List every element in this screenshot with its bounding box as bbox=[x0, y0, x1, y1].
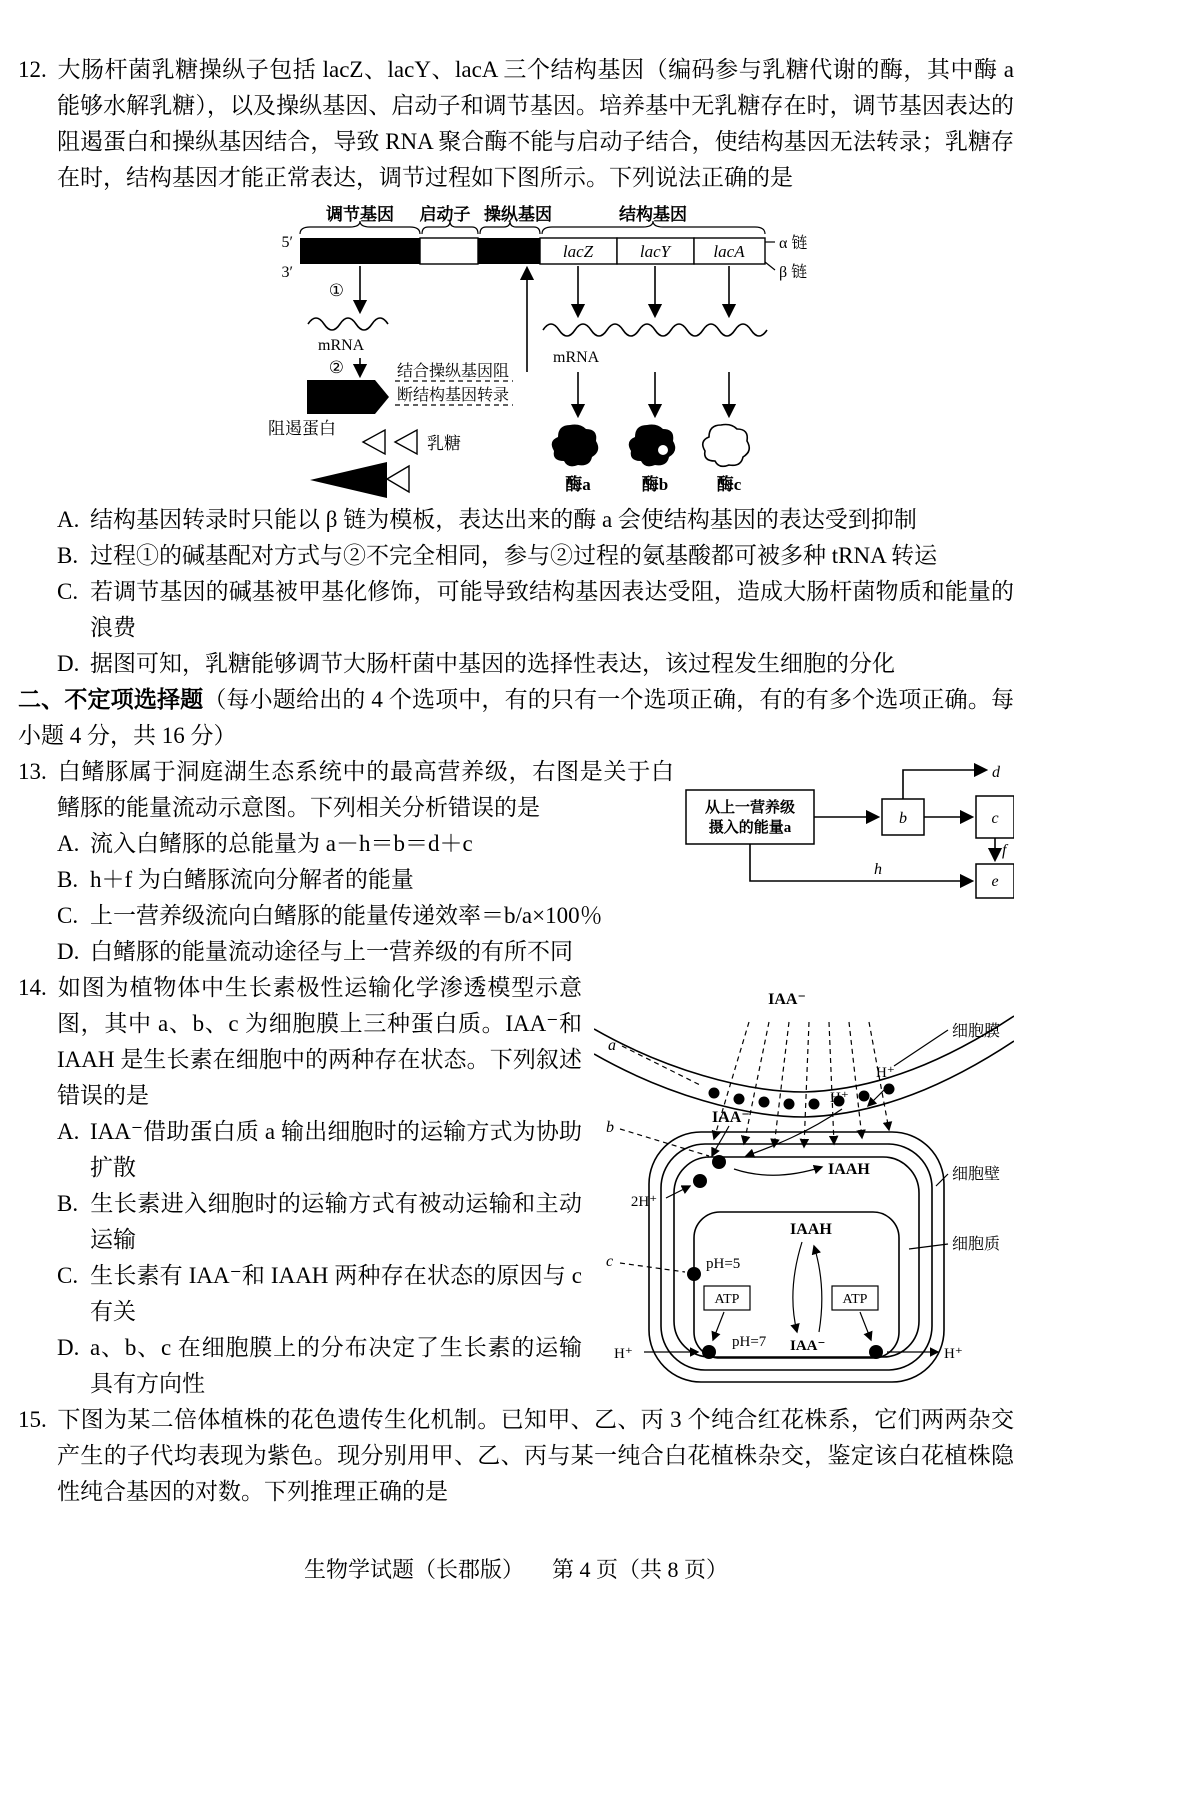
question-12-option-b bbox=[57, 538, 1014, 574]
option-text: 若调节基因的碱基被甲基化修饰，可能导致结构基因表达受阻，造成大肠杆菌物质和能量的浪费 bbox=[90, 579, 1014, 640]
iaah-2-label: IAAH bbox=[790, 1221, 832, 1238]
protein-b-dot bbox=[712, 1155, 726, 1169]
to-iaah-arrow bbox=[734, 1167, 822, 1175]
box-b-label: b bbox=[899, 810, 907, 827]
five-prime-label: 5′ bbox=[281, 234, 293, 251]
energy-flow-svg bbox=[684, 760, 1014, 925]
cytoplasm-leader bbox=[909, 1244, 948, 1249]
three-prime-label: 3′ bbox=[281, 264, 293, 281]
enzyme-b-label: 酶b bbox=[641, 475, 669, 494]
wall-leader bbox=[936, 1174, 948, 1186]
bottom-pump-right-dot bbox=[869, 1345, 883, 1359]
label-h: h bbox=[874, 861, 882, 878]
question-15-number: 15. bbox=[18, 1407, 47, 1432]
box-e-label: e bbox=[991, 873, 999, 890]
question-12 bbox=[18, 52, 1014, 682]
lacZ-label: lacZ bbox=[562, 242, 594, 261]
protein-b-leader bbox=[620, 1129, 709, 1156]
promoter-segment bbox=[420, 238, 478, 264]
auxin-transport-diagram bbox=[594, 974, 1014, 1384]
option-text: 结构基因转录时只能以 β 链为模板，表达出来的酶 a 会使结构基因的表达受到抑制 bbox=[90, 507, 917, 532]
h-plus-right-label: H⁺ bbox=[944, 1346, 963, 1362]
protein-c-leader bbox=[620, 1263, 685, 1272]
upper-cell-membrane bbox=[594, 1016, 1014, 1117]
question-13-number: 13. bbox=[18, 759, 47, 784]
structural-genes-label: 结构基因 bbox=[619, 205, 687, 224]
option-label: C. bbox=[57, 903, 79, 928]
cytoplasm-label: 细胞质 bbox=[952, 1236, 1001, 1253]
question-14-text: 如图为植物体中生长素极性运输化学渗透模型示意图，其中 a、b、c 为细胞膜上三种蛋白质。IAA⁻和 IAAH 是生长素在细胞中的两种存在状态。下列叙述错误的是 bbox=[57, 975, 582, 1108]
beta-chain-label: β 链 bbox=[779, 264, 808, 281]
operator-label: 操纵基因 bbox=[484, 205, 552, 224]
question-12-text: 大肠杆菌乳糖操纵子包括 lacZ、lacY、lacA 三个结构基因（编码参与乳糖代谢的酶，其中酶 a 能够水解乳糖），以及操纵基因、启动子和调节基因。培养基中无乳糖存在时，调节基因表达的阻遏蛋白和操纵基因结合，导致 RNA 聚合酶不能与启动子结合，使结构基因无法转录；乳糖存在时，结构基因才能正常表达，调节过程如下图所示。下列说法正确的是 bbox=[57, 57, 1014, 190]
auxin-transport-svg bbox=[594, 974, 1014, 1384]
enzyme-c-blob bbox=[703, 425, 750, 467]
intake-energy-line1: 从上一营养级 bbox=[704, 800, 796, 816]
iaa-bottom-label: IAA⁻ bbox=[790, 1338, 826, 1354]
repressor-lactose-complex bbox=[310, 462, 387, 498]
proton-pump-dot bbox=[693, 1174, 707, 1188]
iaah-1-label: IAAH bbox=[828, 1161, 870, 1178]
enzyme-b-notch bbox=[658, 445, 668, 455]
iaa-top-label: IAA⁻ bbox=[768, 991, 806, 1008]
section-2-note: （每小题给出的 4 个选项中，有的只有一个选项正确，有的有多个选项正确。每小题 4 分，共 16 分） bbox=[18, 687, 1015, 748]
bottom-pump-left-dot bbox=[702, 1345, 716, 1359]
question-13-text: 白鳍豚属于洞庭湖生态系统中的最高营养级，右图是关于白鳍豚的能量流动示意图。下列相关分析错误的是 bbox=[57, 759, 674, 820]
question-15-text: 下图为某二倍体植株的花色遗传生化机制。已知甲、乙、丙 3 个纯合红花株系，它们两两杂交产生的子代均表现为紫色。现分别用甲、乙、丙与某一纯合白花植株杂交，鉴定该白花植株隐性纯合基因的对数。下列推理正确的是 bbox=[57, 1407, 1014, 1504]
ph5-label: pH=5 bbox=[706, 1256, 741, 1272]
lactose-bound-triangle bbox=[387, 466, 409, 492]
lactose-triangle-2 bbox=[395, 430, 417, 454]
protein-a-label: a bbox=[608, 1037, 616, 1054]
mrna-left-label: mRNA bbox=[318, 337, 365, 354]
lactose-triangle-1 bbox=[363, 430, 385, 454]
question-13 bbox=[18, 754, 1014, 970]
question-12-stem bbox=[18, 52, 1014, 196]
enzyme-c-label: 酶c bbox=[716, 475, 742, 494]
enzyme-b-blob bbox=[629, 425, 676, 467]
mrna-right-label: mRNA bbox=[553, 349, 600, 366]
question-13-option-d bbox=[57, 934, 1014, 970]
option-label: C. bbox=[57, 579, 79, 604]
h-plus-upper-2: H⁺ bbox=[830, 1090, 849, 1106]
option-text: 过程①的碱基配对方式与②不完全相同，参与②过程的氨基酸都可被多种 tRNA 转运 bbox=[90, 543, 938, 568]
step-2-label: ② bbox=[328, 358, 344, 377]
protein-c-label: c bbox=[606, 1253, 614, 1270]
option-text: a、b、c 在细胞膜上的分布决定了生长素的运输具有方向性 bbox=[90, 1335, 582, 1396]
regulator-gene-label: 调节基因 bbox=[326, 205, 394, 224]
repressor-protein-shape bbox=[307, 380, 389, 414]
option-label: C. bbox=[57, 1263, 79, 1288]
option-label: D. bbox=[57, 651, 80, 676]
label-d: d bbox=[992, 764, 1000, 781]
intake-energy-line2: 摄入的能量a bbox=[708, 820, 792, 836]
atp-2-label: ATP bbox=[842, 1292, 868, 1307]
option-text: 生长素有 IAA⁻和 IAAH 两种存在状态的原因与 c 有关 bbox=[90, 1263, 582, 1324]
option-text: 生长素进入细胞时的运输方式有被动运输和主动运输 bbox=[90, 1191, 582, 1252]
enzyme-a-blob bbox=[552, 425, 599, 467]
option-label: D. bbox=[57, 1335, 80, 1360]
section-2-title: 二、不定项选择题 bbox=[18, 687, 204, 712]
question-15 bbox=[18, 1402, 1014, 1510]
option-text: IAA⁻借助蛋白质 a 输出细胞时的运输方式为协助扩散 bbox=[90, 1119, 582, 1180]
section-2-header bbox=[18, 682, 1014, 754]
promoter-label: 启动子 bbox=[419, 205, 471, 224]
energy-flow-diagram bbox=[684, 760, 1014, 925]
question-14-number: 14. bbox=[18, 975, 47, 1000]
question-12-option-c bbox=[57, 574, 1014, 646]
step-1-label: ① bbox=[328, 281, 344, 300]
repressor-label: 阻遏蛋白 bbox=[268, 419, 336, 438]
wall-label: 细胞壁 bbox=[952, 1166, 1001, 1183]
question-15-stem bbox=[18, 1402, 1014, 1510]
membrane-leader bbox=[894, 1030, 948, 1066]
option-label: B. bbox=[57, 867, 79, 892]
page-footer bbox=[18, 1552, 1014, 1588]
structural-gene-expression bbox=[543, 266, 767, 494]
question-12-option-a bbox=[57, 502, 1014, 538]
option-text: 流入白鳍豚的总能量为 a－h＝b＝d＋c bbox=[90, 831, 473, 856]
lac-operon-diagram bbox=[235, 200, 1005, 500]
protein-a-leader bbox=[622, 1046, 702, 1086]
box-c-label: c bbox=[991, 810, 999, 827]
option-label: A. bbox=[57, 1119, 80, 1144]
iaa-mid-label: IAA⁻ bbox=[712, 1109, 750, 1126]
ph7-label: pH=7 bbox=[732, 1334, 767, 1350]
regulator-pathway bbox=[268, 266, 527, 498]
option-label: A. bbox=[57, 507, 80, 532]
protein-c-dot bbox=[687, 1267, 701, 1281]
question-14 bbox=[18, 970, 1014, 1402]
bind-note-line2: 断结构基因转录 bbox=[397, 387, 510, 404]
operator-segment bbox=[478, 238, 540, 264]
membrane-label: 细胞膜 bbox=[952, 1023, 1001, 1040]
lacY-label: lacY bbox=[639, 242, 671, 261]
label-f: f bbox=[1002, 842, 1007, 859]
iaah-iaa-cycle-arrows bbox=[793, 1242, 822, 1332]
option-text: 白鳍豚的能量流动途径与上一营养级的有所不同 bbox=[90, 939, 573, 964]
h-plus-upper-1: H⁺ bbox=[876, 1065, 895, 1081]
option-text: 上一营养级流向白鳍豚的能量传递效率＝b/a×100％ bbox=[90, 903, 603, 928]
mrna-left-wave bbox=[308, 318, 388, 330]
option-label: D. bbox=[57, 939, 80, 964]
option-label: B. bbox=[57, 543, 79, 568]
question-12-number: 12. bbox=[18, 57, 47, 82]
mrna-right-wave bbox=[543, 324, 767, 336]
regulator-gene-segment bbox=[300, 238, 420, 264]
option-label: B. bbox=[57, 1191, 79, 1216]
two-h-plus-label: 2H⁺ bbox=[630, 1194, 658, 1210]
h-plus-left-label: H⁺ bbox=[614, 1346, 633, 1362]
question-12-option-d bbox=[57, 646, 1014, 682]
lac-operon-svg bbox=[235, 200, 1005, 500]
option-text: 据图可知，乳糖能够调节大肠杆菌中基因的选择性表达，该过程发生细胞的分化 bbox=[90, 651, 895, 676]
lactose-label: 乳糖 bbox=[427, 434, 461, 453]
footer-page-number: 第 4 页（共 8 页） bbox=[552, 1557, 729, 1582]
option-text: h＋f 为白鳍豚流向分解者的能量 bbox=[90, 867, 414, 892]
alpha-chain-label: α 链 bbox=[779, 235, 808, 252]
atp-1-label: ATP bbox=[714, 1292, 740, 1307]
protein-b-label: b bbox=[606, 1119, 614, 1136]
enzyme-a-label: 酶a bbox=[565, 475, 591, 494]
footer-exam-title: 生物学试题（长郡版） bbox=[303, 1557, 524, 1582]
bind-note-line1: 结合操纵基因阻 bbox=[397, 363, 510, 380]
option-label: A. bbox=[57, 831, 80, 856]
lacA-label: lacA bbox=[713, 242, 745, 261]
